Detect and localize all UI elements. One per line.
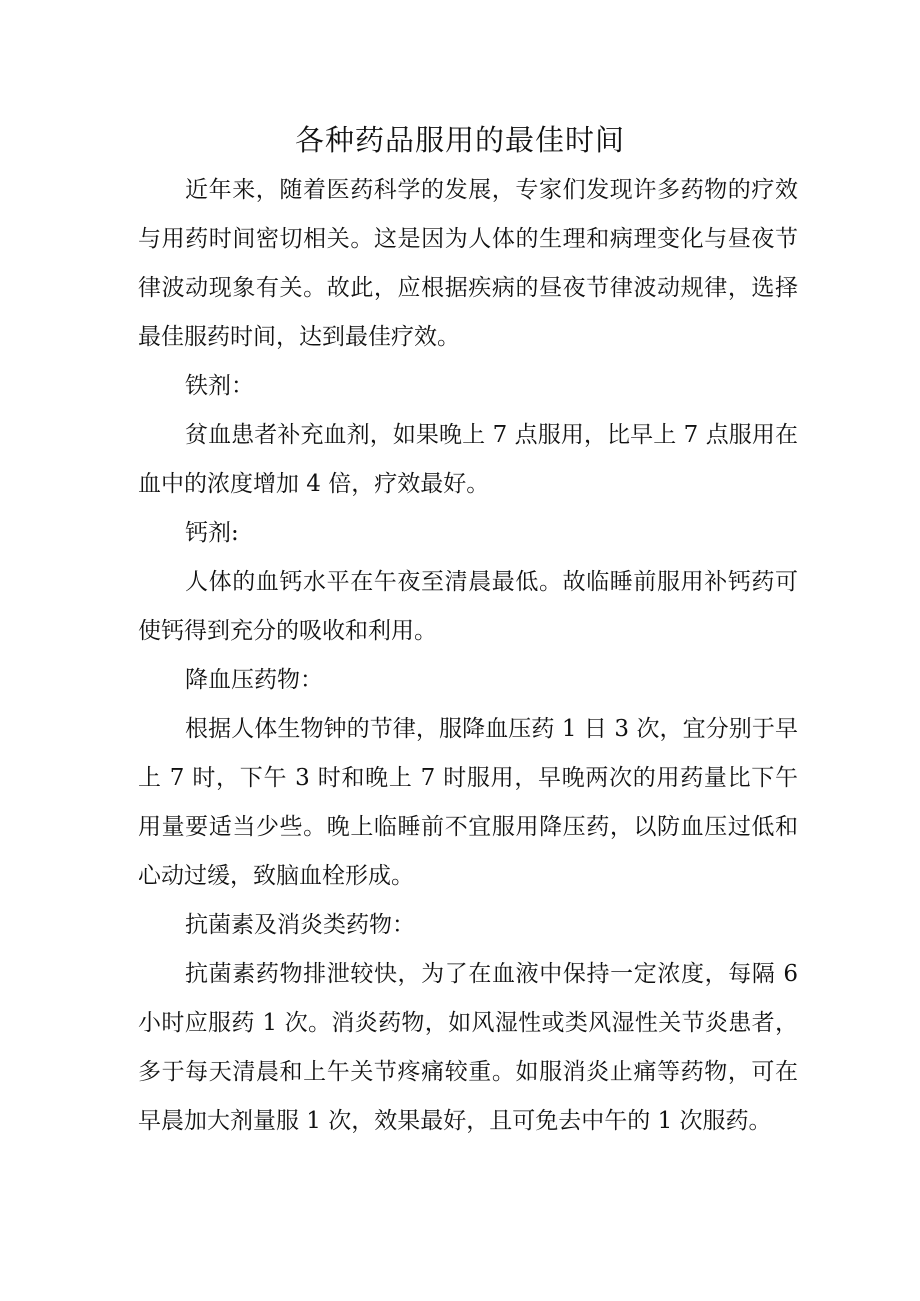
- antibiotic-paragraph: 抗菌素药物排泄较快，为了在血液中保持一定浓度，每隔 6 小时应服药 1 次。消炎药物，如风湿性或类风湿性关节炎患者，多于每天清晨和上午关节疼痛较重。如服消炎止痛等药物，可在早晨加大剂量服 1 次，效果最好，且可免去中午的 1 次服药。: [138, 961, 798, 1134]
- document-title: 各种药品服用的最佳时间: [294, 123, 625, 157]
- document-body: [138, 166, 798, 1146]
- calcium-paragraph: 人体的血钙水平在午夜至清晨最低。故临睡前服用补钙药可使钙得到充分的吸收和利用。: [138, 569, 798, 644]
- calcium-heading: 钙剂:: [185, 520, 239, 546]
- intro-paragraph: 近年来，随着医药科学的发展，专家们发现许多药物的疗效与用药时间密切相关。这是因为人体的生理和病理变化与昼夜节律波动现象有关。故此，应根据疾病的昼夜节律波动规律，选择最佳服药时间，达到最佳疗效。: [138, 177, 798, 350]
- blood-pressure-paragraph: 根据人体生物钟的节律，服降血压药 1 日 3 次，宜分别于早上 7 时，下午 3 时和晚上 7 时服用，早晚两次的用药量比下午用量要适当少些。晚上临睡前不宜服用降压药，以防血压过低和心动过缓，致脑血栓形成。: [138, 716, 798, 889]
- antibiotic-heading: 抗菌素及消炎类药物：: [185, 912, 415, 938]
- iron-heading: 铁剂：: [185, 373, 254, 399]
- iron-paragraph: 贫血患者补充血剂，如果晚上 7 点服用，比早上 7 点服用在血中的浓度增加 4 倍，疗效最好。: [138, 422, 798, 497]
- blood-pressure-heading: 降血压药物：: [185, 667, 323, 693]
